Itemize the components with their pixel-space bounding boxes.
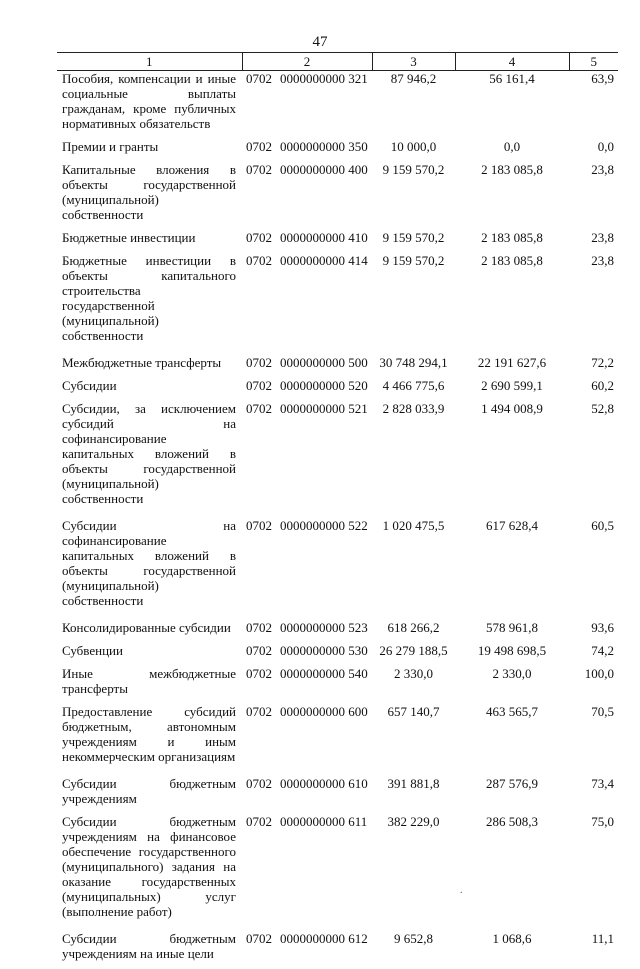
row-name: Пособия, компенсации и иные социальные выплаты гражданам, кроме публичных нормативных обязательств xyxy=(57,71,242,140)
row-percent: 70,5 xyxy=(569,704,618,776)
row-approved: 618 266,2 xyxy=(372,620,455,643)
row-name: Субсидии бюджетным учреждениям на иные цели xyxy=(57,931,242,969)
row-percent: 93,6 xyxy=(569,620,618,643)
row-executed: 463 565,7 xyxy=(455,704,569,776)
table-row xyxy=(57,776,618,814)
table-row xyxy=(57,401,618,518)
row-approved: 26 279 188,5 xyxy=(372,643,455,666)
row-approved: 30 748 294,1 xyxy=(372,355,455,378)
row-code-cell xyxy=(242,814,372,931)
column-header-2: 2 xyxy=(242,53,372,71)
row-section: 0702 xyxy=(246,814,272,829)
row-approved: 4 466 775,6 xyxy=(372,378,455,401)
row-name: Премии и гранты xyxy=(57,139,242,162)
row-section: 0702 xyxy=(246,620,272,635)
row-code: 0000000000 321 xyxy=(280,71,368,86)
row-code-cell xyxy=(242,139,372,162)
row-percent: 73,4 xyxy=(569,776,618,814)
row-executed: 2 183 085,8 xyxy=(455,230,569,253)
row-name: Субсидии, за исключением субсидий на софинансирование капитальных вложений в объекты государственной (муниципальной) собственности xyxy=(57,401,242,518)
row-code: 0000000000 350 xyxy=(280,139,368,154)
row-percent: 100,0 xyxy=(569,666,618,704)
table-body xyxy=(57,71,618,969)
row-approved: 1 020 475,5 xyxy=(372,518,455,620)
row-section: 0702 xyxy=(246,666,272,681)
header-row xyxy=(57,53,618,71)
row-name: Бюджетные инвестиции в объекты капитального строительства государственной (муниципальной) собственности xyxy=(57,253,242,355)
row-name: Субсидии на софинансирование капитальных вложений в объекты государственной (муниципальной) собственности xyxy=(57,518,242,620)
row-code: 0000000000 414 xyxy=(280,253,368,268)
row-name: Капитальные вложения в объекты государственной (муниципальной) собственности xyxy=(57,162,242,230)
table-row xyxy=(57,230,618,253)
row-section: 0702 xyxy=(246,355,272,370)
row-executed: 2 690 599,1 xyxy=(455,378,569,401)
row-section: 0702 xyxy=(246,401,272,416)
row-executed: 617 628,4 xyxy=(455,518,569,620)
table-row xyxy=(57,643,618,666)
row-name: Субсидии бюджетным учреждениям xyxy=(57,776,242,814)
row-executed: 1 068,6 xyxy=(455,931,569,969)
row-executed: 22 191 627,6 xyxy=(455,355,569,378)
row-section: 0702 xyxy=(246,378,272,393)
table-row xyxy=(57,71,618,140)
row-code-cell xyxy=(242,620,372,643)
row-percent: 60,2 xyxy=(569,378,618,401)
row-approved: 10 000,0 xyxy=(372,139,455,162)
row-approved: 9 159 570,2 xyxy=(372,162,455,230)
row-name: Бюджетные инвестиции xyxy=(57,230,242,253)
row-approved: 2 828 033,9 xyxy=(372,401,455,518)
row-code: 0000000000 521 xyxy=(280,401,368,416)
table-row xyxy=(57,139,618,162)
row-code-cell xyxy=(242,931,372,969)
row-percent: 0,0 xyxy=(569,139,618,162)
row-section: 0702 xyxy=(246,253,272,268)
row-executed: 287 576,9 xyxy=(455,776,569,814)
row-executed: 2 183 085,8 xyxy=(455,162,569,230)
row-section: 0702 xyxy=(246,704,272,719)
row-code: 0000000000 523 xyxy=(280,620,368,635)
row-name: Межбюджетные трансферты xyxy=(57,355,242,378)
row-executed: 286 508,3 xyxy=(455,814,569,931)
row-percent: 23,8 xyxy=(569,162,618,230)
row-percent: 60,5 xyxy=(569,518,618,620)
row-name: Консолидированные субсидии xyxy=(57,620,242,643)
row-code-cell xyxy=(242,666,372,704)
row-code-cell xyxy=(242,518,372,620)
table-row xyxy=(57,378,618,401)
row-code: 0000000000 410 xyxy=(280,230,368,245)
row-approved: 9 159 570,2 xyxy=(372,230,455,253)
row-executed: 19 498 698,5 xyxy=(455,643,569,666)
row-percent: 23,8 xyxy=(569,253,618,355)
row-approved: 9 159 570,2 xyxy=(372,253,455,355)
row-name: Субсидии xyxy=(57,378,242,401)
row-name: Иные межбюджетные трансферты xyxy=(57,666,242,704)
row-percent: 11,1 xyxy=(569,931,618,969)
row-executed: 0,0 xyxy=(455,139,569,162)
row-name: Предоставление субсидий бюджетным, автономным учреждениям и иным некоммерческим организациям xyxy=(57,704,242,776)
table-row xyxy=(57,814,618,931)
footer-mark: . xyxy=(460,885,463,896)
row-code-cell xyxy=(242,230,372,253)
row-section: 0702 xyxy=(246,162,272,177)
row-name: Субвенции xyxy=(57,643,242,666)
row-percent: 72,2 xyxy=(569,355,618,378)
row-executed: 56 161,4 xyxy=(455,71,569,140)
table-row xyxy=(57,704,618,776)
row-section: 0702 xyxy=(246,139,272,154)
row-approved: 657 140,7 xyxy=(372,704,455,776)
column-header-3: 3 xyxy=(372,53,455,71)
row-section: 0702 xyxy=(246,518,272,533)
row-code-cell xyxy=(242,253,372,355)
row-code: 0000000000 611 xyxy=(280,814,367,829)
row-executed: 578 961,8 xyxy=(455,620,569,643)
page-number: 47 xyxy=(0,34,640,51)
row-code: 0000000000 530 xyxy=(280,643,368,658)
row-approved: 87 946,2 xyxy=(372,71,455,140)
row-section: 0702 xyxy=(246,71,272,86)
table-row xyxy=(57,518,618,620)
row-percent: 52,8 xyxy=(569,401,618,518)
row-executed: 2 330,0 xyxy=(455,666,569,704)
row-section: 0702 xyxy=(246,643,272,658)
column-header-5: 5 xyxy=(569,53,618,71)
table-row xyxy=(57,253,618,355)
table-row xyxy=(57,355,618,378)
row-code: 0000000000 400 xyxy=(280,162,368,177)
row-approved: 391 881,8 xyxy=(372,776,455,814)
row-code: 0000000000 610 xyxy=(280,776,368,791)
row-executed: 1 494 008,9 xyxy=(455,401,569,518)
row-percent: 63,9 xyxy=(569,71,618,140)
row-code: 0000000000 540 xyxy=(280,666,368,681)
row-code: 0000000000 600 xyxy=(280,704,368,719)
row-name: Субсидии бюджетным учреждениям на финансовое обеспечение государственного (муниципального) задания на оказание государственных (муниципальных) услуг (выполнение работ) xyxy=(57,814,242,931)
row-code: 0000000000 500 xyxy=(280,355,368,370)
row-code-cell xyxy=(242,401,372,518)
row-code-cell xyxy=(242,71,372,140)
row-percent: 74,2 xyxy=(569,643,618,666)
row-code-cell xyxy=(242,378,372,401)
column-header-4: 4 xyxy=(455,53,569,71)
row-percent: 75,0 xyxy=(569,814,618,931)
row-code-cell xyxy=(242,704,372,776)
table-header xyxy=(57,53,618,71)
budget-table xyxy=(57,52,618,969)
table-row xyxy=(57,666,618,704)
table-row xyxy=(57,162,618,230)
row-code: 0000000000 520 xyxy=(280,378,368,393)
table-row xyxy=(57,931,618,969)
row-section: 0702 xyxy=(246,230,272,245)
row-code-cell xyxy=(242,776,372,814)
row-code-cell xyxy=(242,643,372,666)
row-executed: 2 183 085,8 xyxy=(455,253,569,355)
row-code: 0000000000 522 xyxy=(280,518,368,533)
row-code-cell xyxy=(242,355,372,378)
row-code-cell xyxy=(242,162,372,230)
row-percent: 23,8 xyxy=(569,230,618,253)
row-approved: 9 652,8 xyxy=(372,931,455,969)
table-row xyxy=(57,620,618,643)
column-header-1: 1 xyxy=(57,53,242,71)
row-code: 0000000000 612 xyxy=(280,931,368,946)
row-approved: 382 229,0 xyxy=(372,814,455,931)
row-section: 0702 xyxy=(246,931,272,946)
row-section: 0702 xyxy=(246,776,272,791)
row-approved: 2 330,0 xyxy=(372,666,455,704)
